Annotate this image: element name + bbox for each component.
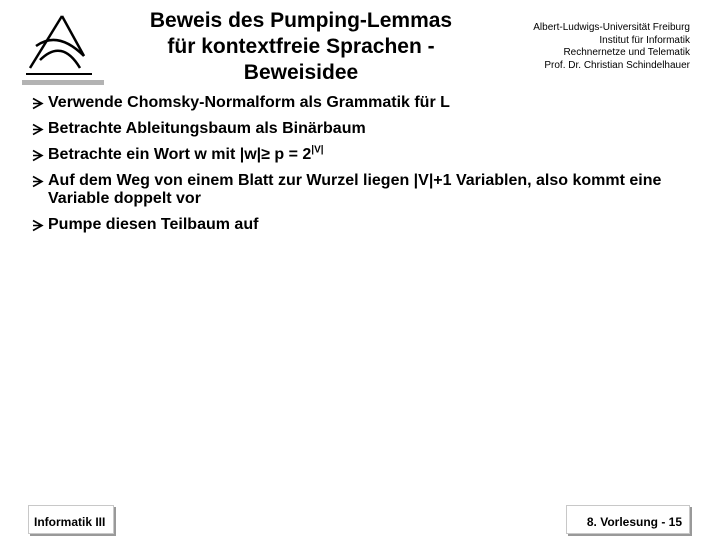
footer-course: Informatik III bbox=[34, 515, 106, 529]
arrow-bullet-icon bbox=[32, 123, 44, 136]
affiliation bbox=[470, 22, 690, 72]
arrow-bullet-icon bbox=[32, 175, 44, 188]
bullet-item bbox=[32, 94, 692, 112]
affiliation-line: Rechnernetze und Telematik bbox=[563, 47, 690, 58]
bullet-text: Verwende Chomsky-Normalform als Grammatik für L bbox=[48, 94, 450, 111]
bullet-list bbox=[32, 94, 692, 242]
affiliation-line: Institut für Informatik bbox=[599, 34, 690, 46]
slide-title bbox=[118, 8, 484, 86]
bullet-item bbox=[32, 146, 692, 164]
title-line: Beweisidee bbox=[243, 61, 359, 84]
affiliation-line: Albert-Ludwigs-Universität Freiburg bbox=[533, 22, 690, 33]
bullet-text: Betrachte Ableitungsbaum als Binärbaum bbox=[48, 120, 366, 137]
arrow-bullet-icon bbox=[32, 149, 44, 162]
affiliation-line: Prof. Dr. Christian Schindelhauer bbox=[544, 59, 690, 71]
logo-bar bbox=[22, 80, 104, 85]
bullet-text: Betrachte ein Wort w mit |w|≥ p = 2 bbox=[48, 146, 312, 163]
arrow-bullet-icon bbox=[32, 97, 44, 110]
bullet-text: Pumpe diesen Teilbaum auf bbox=[48, 216, 259, 233]
bullet-superscript: |V| bbox=[311, 144, 324, 156]
bullet-text: Auf dem Weg von einem Blatt zur Wurzel liegen |V|+1 Variablen, also kommt eine Variable doppelt vor bbox=[48, 172, 662, 207]
title-line: für kontextfreie Sprachen - bbox=[167, 35, 435, 58]
bullet-item bbox=[32, 216, 692, 234]
arrow-bullet-icon bbox=[32, 219, 44, 232]
title-line: Beweis des Pumping-Lemmas bbox=[149, 9, 453, 32]
bullet-item bbox=[32, 172, 692, 208]
footer-page-number: 8. Vorlesung - 15 bbox=[586, 515, 682, 529]
university-logo-icon bbox=[22, 8, 106, 86]
bullet-item bbox=[32, 120, 692, 138]
